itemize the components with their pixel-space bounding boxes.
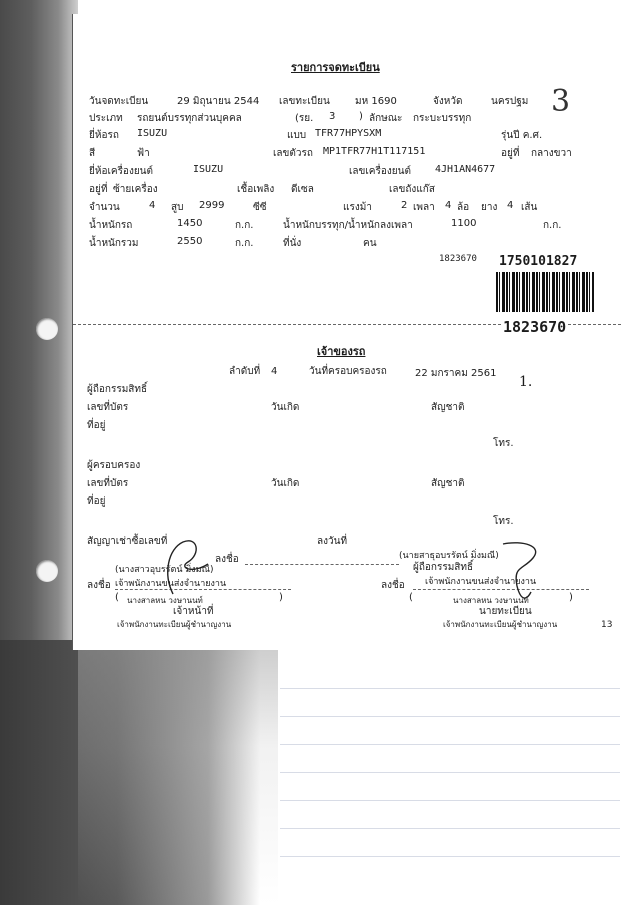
model-label: แบบ: [287, 130, 307, 141]
barcode: [496, 272, 594, 312]
handwritten-mark: 3: [551, 84, 571, 119]
brand-value: ISUZU: [137, 128, 168, 139]
owner-header-number: 1823670: [503, 318, 567, 336]
chassis-location-label: อยู่ที่: [501, 148, 520, 159]
sequence-label: ลำดับที่: [229, 366, 261, 377]
fuel-value: ดีเซล: [291, 184, 314, 195]
possessor-birth-label: วันเกิด: [271, 478, 300, 489]
load-value: 1100: [451, 218, 477, 229]
owner-id-label: เลขที่บัตร: [87, 402, 129, 413]
engine-location-label: อยู่ที่: [89, 184, 108, 195]
seat-unit: คน: [363, 238, 377, 249]
owner-address-label: ที่อยู่: [87, 420, 106, 431]
province-value: นครปฐม: [491, 96, 529, 107]
stamp-owner: ผู้ถือกรรมสิทธิ์: [413, 562, 474, 573]
ruled-line: [280, 800, 620, 801]
possessor-id-label: เลขที่บัตร: [87, 478, 129, 489]
type-value: รถยนต์บรรทุกส่วนบุคคล: [137, 113, 242, 124]
ruled-line: [280, 744, 620, 745]
sign-label-top: ลงชื่อ: [215, 554, 239, 565]
paren-left-close: ): [279, 592, 283, 603]
possessor-nation-label: สัญชาติ: [431, 478, 465, 489]
registration-form: [72, 14, 621, 650]
cc-label: ซีซี: [253, 202, 267, 213]
sequence-value: 4: [271, 366, 278, 377]
chassis-value: MP1TFR77H1T117151: [323, 146, 426, 157]
paren-name-left: นางสาลหน วงษานนท์: [127, 596, 203, 605]
engine-brand-value: ISUZU: [193, 164, 224, 175]
sign-line: [245, 564, 399, 565]
paren-right-open: (: [409, 592, 413, 603]
engine-no-label: เลขเครื่องยนต์: [349, 166, 411, 177]
possess-date-label: วันที่ครอบครองรถ: [309, 366, 387, 377]
axle-label: เพลา: [413, 202, 435, 213]
officer-right: เจ้าพนักงานขนส่งจำนายงาน: [425, 577, 537, 587]
color-label: สี: [89, 148, 96, 159]
lease-date-label: ลงวันที่: [317, 536, 348, 547]
chassis-label: เลขตัวรถ: [273, 148, 313, 159]
date-label: วันจดทะเบียน: [89, 96, 149, 107]
tire-value: 4: [507, 200, 514, 211]
role-right: นายทะเบียน: [479, 606, 532, 617]
horsepower-label: แรงม้า: [343, 202, 372, 213]
paren-name-right: นางสาลหน วงษานนท์: [453, 596, 529, 605]
hand-mark: 1.: [519, 374, 533, 390]
total-weight-label: น้ำหนักรวม: [89, 238, 139, 249]
signature-left-icon: [153, 534, 223, 604]
model-value: TFR77HPYSXM: [315, 128, 382, 139]
lease-label: สัญญาเช่าซื้อเลขที่: [87, 536, 168, 547]
total-weight-value: 2550: [177, 236, 203, 247]
cc-value: 2999: [199, 200, 225, 211]
scan-shadow-fade: [78, 640, 278, 905]
barcode-number: 1750101827: [499, 254, 578, 269]
weight-label: น้ำหนักรถ: [89, 220, 133, 231]
total-weight-unit: ก.ก.: [235, 238, 254, 249]
engine-brand-label: ยี่ห้อเครื่องยนต์: [89, 166, 154, 177]
plate-value: มห 1690: [355, 96, 397, 107]
gas-tank-label: เลขถังแก๊ส: [389, 184, 435, 195]
weight-value: 1450: [177, 218, 203, 229]
seat-label: ที่นั่ง: [283, 238, 302, 249]
wheel-label: ล้อ: [457, 202, 470, 213]
officer-left: เจ้าพนักงานขนส่งจำนายงาน: [115, 579, 227, 589]
role-left: เจ้าหน้าที่: [173, 606, 214, 617]
brand-label: ยี่ห้อรถ: [89, 130, 119, 141]
chassis-location-value: กลางขวา: [531, 148, 572, 159]
count-label: จำนวน: [89, 202, 120, 213]
sign-label-left: ลงชื่อ: [87, 580, 111, 591]
possessor-address-label: ที่อยู่: [87, 496, 106, 507]
year-label: รุ่นปี ค.ศ.: [501, 130, 543, 141]
paren-left-open: (: [115, 592, 119, 603]
date-value: 29 มิถุนายน 2544: [177, 96, 260, 107]
color-value: ฟ้า: [137, 148, 150, 159]
type-label: ประเภท: [89, 113, 123, 124]
tire-unit: เส้น: [521, 202, 538, 213]
count-value: 4: [149, 200, 156, 211]
type-code-suffix: ): [359, 111, 363, 122]
ruled-line: [280, 772, 620, 773]
owner-birth-label: วันเกิด: [271, 402, 300, 413]
footer-left: เจ้าพนักงานทะเบียนผู้ชำนาญงาน: [117, 620, 232, 629]
engine-no-value: 4JH1AN4677: [435, 164, 496, 175]
reference-number: 1823670: [439, 254, 477, 264]
fuel-label: เชื้อเพลิง: [237, 184, 275, 195]
plate-label: เลขทะเบียน: [279, 96, 330, 107]
page-number-bottom: 13: [601, 620, 613, 630]
owner-label: ผู้ถือกรรมสิทธิ์: [87, 384, 148, 395]
ruled-line: [280, 716, 620, 717]
punch-hole-icon: [36, 318, 58, 340]
stamp-name-right: (นายสาธุอบรรัตน์ มิ่งมณี): [399, 551, 499, 561]
cylinder-label: สูบ: [171, 202, 184, 213]
owner-phone-label: โทร.: [493, 438, 514, 449]
axle-value: 2: [401, 200, 408, 211]
signature-right-icon: [493, 536, 553, 606]
paren-right-close: ): [569, 592, 573, 603]
type-code-prefix: (รย.: [295, 113, 314, 124]
footer-right: เจ้าพนักงานทะเบียนผู้ชำนาญงาน: [443, 620, 558, 629]
ruled-line: [280, 828, 620, 829]
load-label: น้ำหนักบรรทุก/น้ำหนักลงเพลา: [283, 220, 413, 231]
owner-title: เจ้าของรถ: [317, 345, 366, 358]
punch-hole-icon: [36, 560, 58, 582]
engine-location-value: ซ้ายเครื่อง: [113, 184, 158, 195]
wheel-value: 4: [445, 200, 452, 211]
registration-title: รายการจดทะเบียน: [291, 61, 380, 74]
style-label: ลักษณะ: [369, 113, 403, 124]
weight-unit: ก.ก.: [235, 220, 254, 231]
owner-nation-label: สัญชาติ: [431, 402, 465, 413]
load-unit: ก.ก.: [543, 220, 562, 231]
sign-label-right: ลงชื่อ: [381, 580, 405, 591]
ruled-line: [280, 688, 620, 689]
style-value: กระบะบรรทุก: [413, 113, 472, 124]
tire-label: ยาง: [481, 202, 498, 213]
ruled-line: [280, 856, 620, 857]
province-label: จังหวัด: [433, 96, 463, 107]
possessor-label: ผู้ครอบครอง: [87, 460, 141, 471]
stamp-name-left: (นางสาวอุบรรัตน์ มิ่งมณี): [115, 565, 214, 575]
possessor-phone-label: โทร.: [493, 516, 514, 527]
type-code-value: 3: [329, 111, 336, 122]
possess-date-value: 22 มกราคม 2561: [415, 368, 497, 379]
